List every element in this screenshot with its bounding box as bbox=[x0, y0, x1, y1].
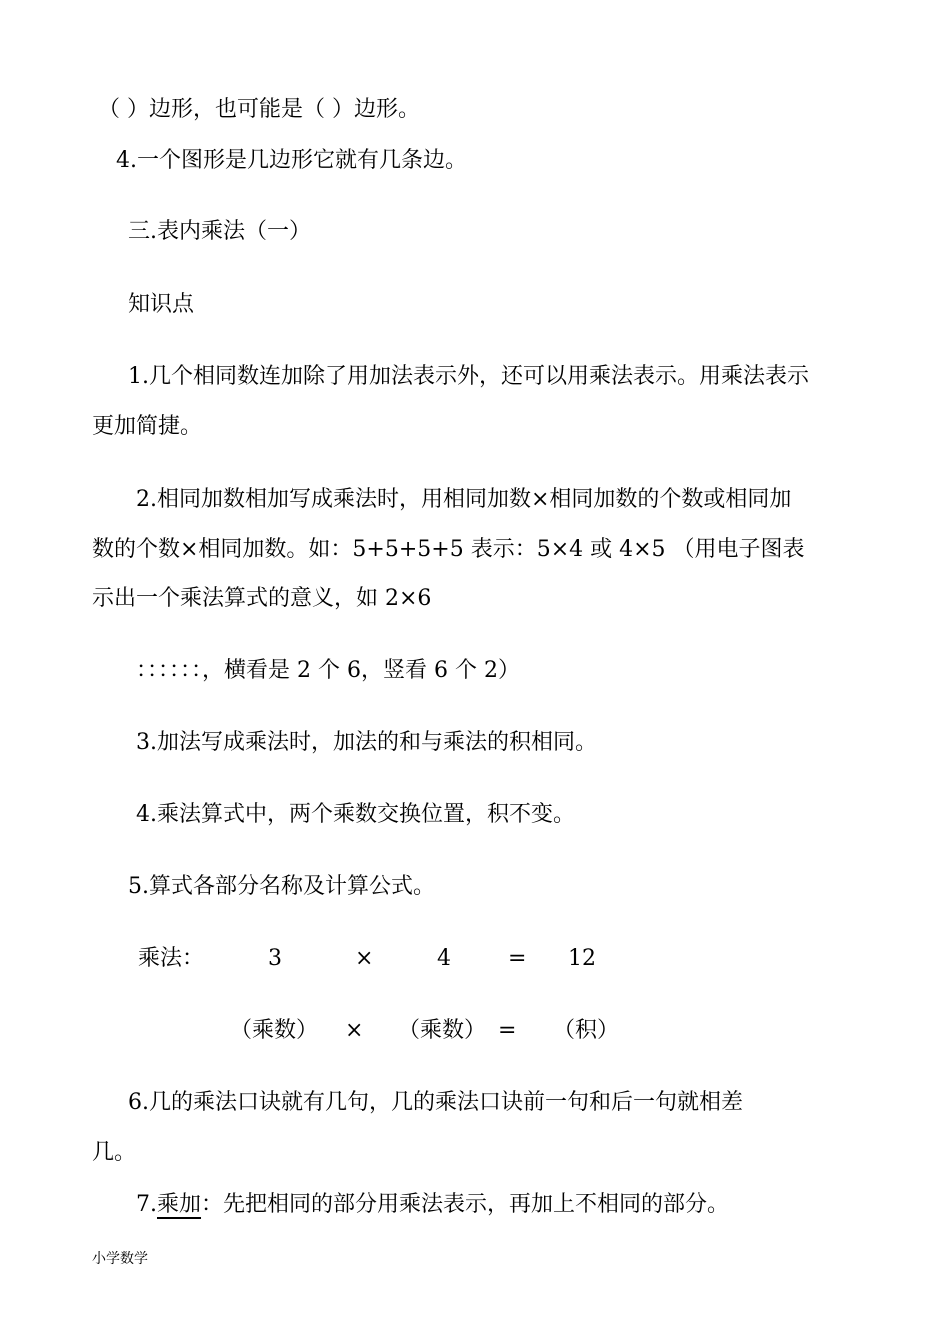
paragraph-5: 5.算式各部分名称及计算公式。 bbox=[128, 874, 435, 899]
formula-result: 12 bbox=[568, 946, 596, 971]
formula-label: 乘法： bbox=[138, 946, 205, 971]
paragraph-7-number: 7. bbox=[136, 1192, 157, 1217]
paragraph-7 bbox=[136, 1190, 729, 1220]
paragraph-1-line-2: 更加简捷。 bbox=[92, 414, 203, 439]
formula-name-factor-a: （乘数） bbox=[230, 1018, 319, 1043]
paragraph-3: 3.加法写成乘法时，加法的和与乘法的积相同。 bbox=[136, 730, 597, 755]
formula-equals: = bbox=[508, 946, 527, 971]
paragraph-2-line-3: 示出一个乘法算式的意义，如 2×6 bbox=[92, 586, 432, 611]
term-cheng-jia: 乘加 bbox=[157, 1192, 202, 1217]
knowledge-heading: 知识点 bbox=[128, 292, 195, 317]
formula-factor-b: 4 bbox=[437, 946, 451, 971]
formula-name-operator: × bbox=[345, 1018, 364, 1043]
page-footer: 小学数学 bbox=[92, 1251, 148, 1267]
paragraph-2-line-4: ：：：：：：，横看是 2 个 6，竖看 6 个 2） bbox=[136, 658, 520, 683]
paragraph-7-text: ：先把相同的部分用乘法表示，再加上不相同的部分。 bbox=[201, 1192, 730, 1217]
formula-name-result: （积） bbox=[553, 1018, 620, 1043]
paragraph-4: 4.乘法算式中，两个乘数交换位置，积不变。 bbox=[136, 802, 575, 827]
formula-factor-a: 3 bbox=[268, 946, 282, 971]
text-line-point-4: 4.一个图形是几边形它就有几条边。 bbox=[116, 148, 467, 173]
formula-name-equals: = bbox=[498, 1018, 517, 1043]
text-line-polygon-blanks: （ ）边形，也可能是（ ）边形。 bbox=[98, 97, 420, 122]
section-heading: 三.表内乘法（一） bbox=[128, 219, 311, 244]
paragraph-6-line-2: 几。 bbox=[92, 1140, 137, 1165]
paragraph-1-line-1: 1.几个相同数连加除了用加法表示外，还可以用乘法表示。用乘法表示 bbox=[128, 364, 809, 389]
formula-name-factor-b: （乘数） bbox=[398, 1018, 487, 1043]
formula-operator: × bbox=[355, 946, 374, 971]
paragraph-2-line-2: 数的个数×相同加数。如：5+5+5+5 表示：5×4 或 4×5 （用电子图表 bbox=[92, 537, 805, 562]
paragraph-6-line-1: 6.几的乘法口诀就有几句，几的乘法口诀前一句和后一句就相差 bbox=[128, 1090, 743, 1115]
paragraph-2-line-1: 2.相同加数相加写成乘法时，用相同加数×相同加数的个数或相同加 bbox=[136, 487, 792, 512]
